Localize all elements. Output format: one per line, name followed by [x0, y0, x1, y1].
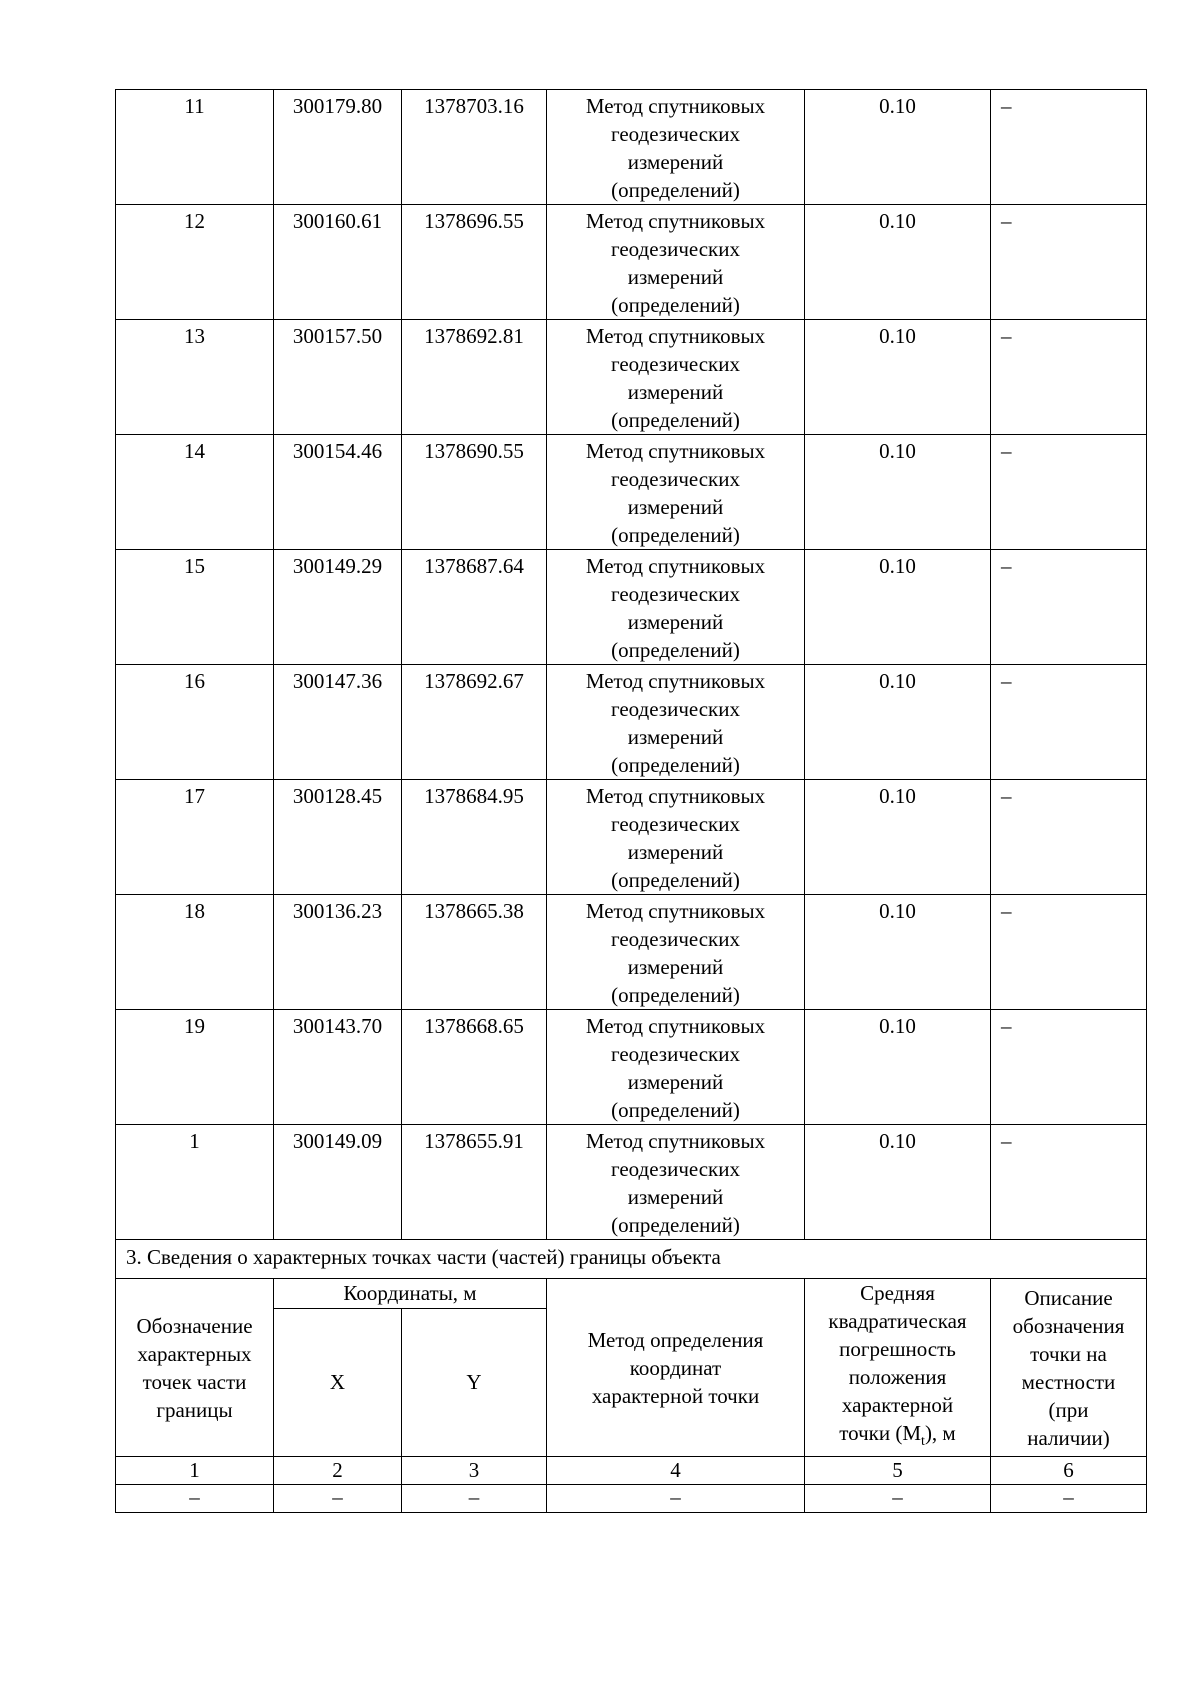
column-number: 6	[991, 1457, 1147, 1485]
description: –	[991, 1125, 1147, 1240]
coord-y: 1378690.55	[402, 435, 547, 550]
coord-x: 300160.61	[274, 205, 402, 320]
coord-y: 1378692.81	[402, 320, 547, 435]
coord-x: 300136.23	[274, 895, 402, 1010]
coord-y: 1378687.64	[402, 550, 547, 665]
column-number: 1	[116, 1457, 274, 1485]
point-number: 14	[116, 435, 274, 550]
table-row	[116, 320, 1147, 435]
method-cell: Метод спутниковых геодезических измерений (определений)	[547, 90, 805, 205]
point-number: 16	[116, 665, 274, 780]
empty-cell: –	[116, 1485, 274, 1513]
mean-error: 0.10	[805, 665, 991, 780]
table-row	[116, 550, 1147, 665]
table-row	[116, 1010, 1147, 1125]
coord-y: 1378692.67	[402, 665, 547, 780]
empty-row	[116, 1485, 1147, 1513]
description: –	[991, 205, 1147, 320]
mean-error: 0.10	[805, 1010, 991, 1125]
coord-x: 300179.80	[274, 90, 402, 205]
column-number: 5	[805, 1457, 991, 1485]
mean-error: 0.10	[805, 895, 991, 1010]
coord-x: 300149.09	[274, 1125, 402, 1240]
empty-cell: –	[274, 1485, 402, 1513]
coord-x: 300147.36	[274, 665, 402, 780]
mean-error: 0.10	[805, 550, 991, 665]
section3-body	[116, 1240, 1147, 1513]
table-row	[116, 205, 1147, 320]
header-method: Метод определения координат характерной точки	[547, 1279, 805, 1457]
coord-y: 1378703.16	[402, 90, 547, 205]
point-number: 11	[116, 90, 274, 205]
point-number: 19	[116, 1010, 274, 1125]
method-cell: Метод спутниковых геодезических измерений (определений)	[547, 550, 805, 665]
point-number: 1	[116, 1125, 274, 1240]
description: –	[991, 895, 1147, 1010]
point-number: 15	[116, 550, 274, 665]
column-number: 3	[402, 1457, 547, 1485]
table-row	[116, 665, 1147, 780]
column-numbers-row	[116, 1457, 1147, 1485]
point-number: 12	[116, 205, 274, 320]
mean-error: 0.10	[805, 90, 991, 205]
empty-cell: –	[402, 1485, 547, 1513]
point-number: 13	[116, 320, 274, 435]
method-cell: Метод спутниковых геодезических измерений (определений)	[547, 205, 805, 320]
header-point-name: Обозначение характерных точек части границы	[116, 1279, 274, 1457]
mean-error: 0.10	[805, 435, 991, 550]
method-cell: Метод спутниковых геодезических измерений (определений)	[547, 435, 805, 550]
coord-x: 300157.50	[274, 320, 402, 435]
empty-cell: –	[547, 1485, 805, 1513]
coord-y: 1378696.55	[402, 205, 547, 320]
header-y: Y	[402, 1308, 547, 1457]
description: –	[991, 665, 1147, 780]
header-x: X	[274, 1308, 402, 1457]
point-number: 17	[116, 780, 274, 895]
point-number: 18	[116, 895, 274, 1010]
mean-error: 0.10	[805, 205, 991, 320]
header-mean-square-error: Средняя квадратическая погрешность положения характерной точки $(M_t)$, м	[805, 1279, 991, 1457]
boundary-points-table	[115, 89, 1147, 1513]
coord-x: 300143.70	[274, 1010, 402, 1125]
description: –	[991, 90, 1147, 205]
column-number: 2	[274, 1457, 402, 1485]
method-cell: Метод спутниковых геодезических измерений (определений)	[547, 1125, 805, 1240]
header-description: Описание обозначения точки на местности (при наличии)	[991, 1279, 1147, 1457]
description: –	[991, 435, 1147, 550]
table-row	[116, 895, 1147, 1010]
method-cell: Метод спутниковых геодезических измерений (определений)	[547, 665, 805, 780]
mean-error: 0.10	[805, 780, 991, 895]
coord-y: 1378684.95	[402, 780, 547, 895]
method-cell: Метод спутниковых геодезических измерений (определений)	[547, 780, 805, 895]
description: –	[991, 550, 1147, 665]
table-row	[116, 90, 1147, 205]
description: –	[991, 780, 1147, 895]
method-cell: Метод спутниковых геодезических измерений (определений)	[547, 1010, 805, 1125]
method-cell: Метод спутниковых геодезических измерений (определений)	[547, 895, 805, 1010]
section-3-title: 3. Сведения о характерных точках части (частей) границы объекта	[116, 1240, 1147, 1279]
coord-y: 1378665.38	[402, 895, 547, 1010]
coord-y: 1378668.65	[402, 1010, 547, 1125]
header-coordinates: Координаты, м	[274, 1279, 547, 1309]
description: –	[991, 320, 1147, 435]
table-row	[116, 780, 1147, 895]
coord-x: 300154.46	[274, 435, 402, 550]
table-row	[116, 1125, 1147, 1240]
mean-error: 0.10	[805, 1125, 991, 1240]
coord-y: 1378655.91	[402, 1125, 547, 1240]
description: –	[991, 1010, 1147, 1125]
table-row	[116, 435, 1147, 550]
coord-x: 300128.45	[274, 780, 402, 895]
method-cell: Метод спутниковых геодезических измерений (определений)	[547, 320, 805, 435]
mean-error: 0.10	[805, 320, 991, 435]
empty-cell: –	[805, 1485, 991, 1513]
points-table-body	[116, 90, 1147, 1240]
empty-cell: –	[991, 1485, 1147, 1513]
coord-x: 300149.29	[274, 550, 402, 665]
column-number: 4	[547, 1457, 805, 1485]
